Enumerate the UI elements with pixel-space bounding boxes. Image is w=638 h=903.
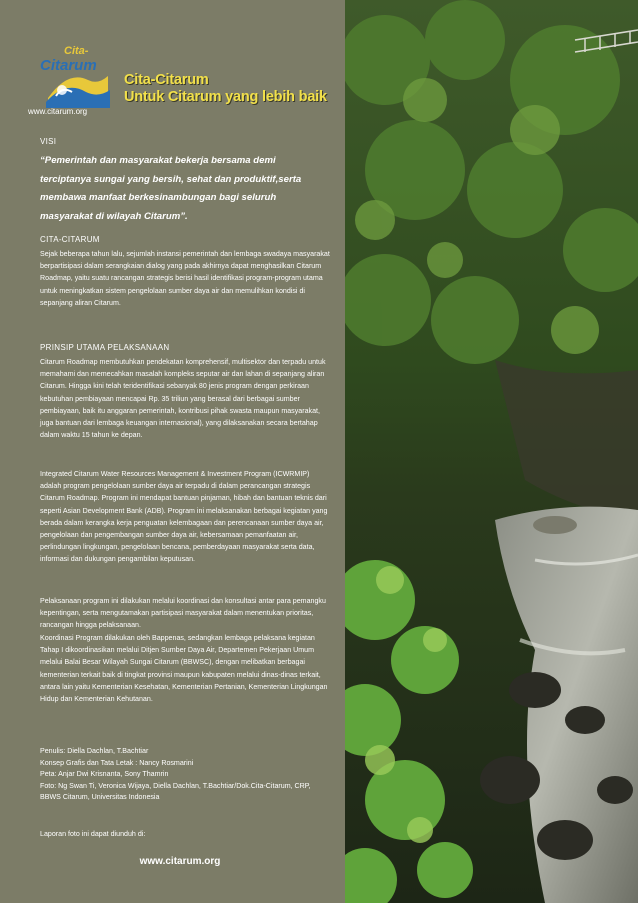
river-forest-photo — [345, 0, 638, 903]
credit-konsep: Konsep Grafis dan Tata Letak : Nancy Rosmarini — [40, 758, 194, 767]
photo-illustration — [345, 0, 638, 903]
credit-foto: Foto: Ng Swan Ti, Veronica Wijaya, Diella Dachlan, T.Bachtiar/Dok.Cita-Citarum, CRP, BBWS Citarum, Universitas Indonesia — [40, 781, 311, 802]
cita-citarum-paragraph: Sejak beberapa tahun lalu, sejumlah instansi pemerintah dan lembaga swadaya masyarakat berpartisipasi dalam serangkaian dialog yang pada akhirnya dapat menghasilkan Citarum Roadmap, yaitu suatu rancangan strategis berisi hasil identifikasi program-program utama untuk meningkatkan sistem pengelolaan sumber daya air dan memulihkan kondisi di sepanjang aliran Citarum. — [40, 250, 330, 307]
logo-emblem-icon — [38, 40, 114, 110]
brand-title — [124, 72, 327, 106]
credit-peta: Peta: Anjar Dwi Krisnanta, Sony Thamrin — [40, 770, 169, 779]
prinsip-paragraph-2: Integrated Citarum Water Resources Management & Investment Program (ICWRMIP) adalah program pengelolaan sumber daya air terpadu di dalam perancangan strategis Citarum Roadmap. Program ini mendapat bantuan pinjaman, hibah dan bantuan teknis dari seperti Asian Development Bank (ADB). Program ini melaksanakan berbagai kegiatan yang berada dalam kerangka kerja penguatan kelembagaan dan perencanaan sumber daya air, pengelolaan dan pengembangan sumber daya air, kebersamaan pemanfaatan air, perlindungan lingkungan, pengelolaan bencana, pemberdayaan masyarakat serta data, informasi dan dukungan pengambilan keputusan. — [40, 470, 328, 564]
cita-citarum-heading: CITA-CITARUM — [40, 235, 100, 244]
visi-heading: VISI — [40, 137, 57, 146]
brand-name: Cita-Citarum — [124, 72, 209, 88]
download-url-link[interactable]: www.citarum.org — [139, 856, 221, 867]
credits — [40, 746, 330, 804]
prinsip-paragraph-3: Pelaksanaan program ini dilakukan melalui koordinasi dan konsultasi antar para pemangku kepentingan, serta mengutamakan partisipasi masyarakat dalam menentukan prioritas, rancangan hingga pelaksanaan. — [40, 597, 326, 630]
download-label: Laporan foto ini dapat diunduh di: — [40, 830, 146, 838]
brand-tagline: Untuk Citarum yang lebih baik — [124, 89, 327, 105]
logo-text-line1: Cita- — [64, 45, 89, 57]
logo-url[interactable]: www.citarum.org — [28, 107, 88, 116]
credit-penulis: Penulis: Diella Dachlan, T.Bachtiar — [40, 747, 149, 755]
prinsip-heading: PRINSIP UTAMA PELAKSANAAN — [40, 343, 170, 352]
logo-text-line2: Citarum — [40, 57, 97, 74]
visi-text: “Pemerintah dan masyarakat bekerja bersama demi terciptanya sungai yang bersih, sehat dan produktif,serta membawa manfaat berkesinambungan bagi seluruh masyarakat di wilayah Citarum”. — [40, 155, 302, 222]
prinsip-paragraph-4: Koordinasi Program dilakukan oleh Bappenas, sedangkan lembaga pelaksana kegiatan Tahap I dikoordinasikan melalui Ditjen Sumber Daya Air, Departemen Pekerjaan Umum melalui Balai Besar Wilayah Sungai Citarum (BBWSC), dengan melibatkan berbagai kementerian terkait baik di tingkat provinsi maupun kabupaten melalui dinas-dinas terkait, antara lain yaitu Kementerian Kesehatan, Kementerian Pertanian, Kementerian Lingkungan Hidup dan Kementerian Kehutanan. — [40, 634, 328, 704]
prinsip-paragraph-1: Citarum Roadmap membutuhkan pendekatan komprehensif, multisektor dan terpadu untuk memahami dan memecahkan masalah kompleks seputar air dan lahan di sepanjang aliran Citarum. Hingga kini telah teridentifikasi sebanyak 80 jenis program dengan perkiraan kebutuhan pembiayaan mencapai Rp. 35 triliun yang berasal dari berbagai sumber pembiayaan, baik itu anggaran pemerintah, kontribusi pihak swasta maupun masyarakat, juga bantuan dari lembaga keuangan internasional), yang dilaksanakan secara bertahap dalam waktu 15 tahun ke depan. — [40, 358, 326, 440]
